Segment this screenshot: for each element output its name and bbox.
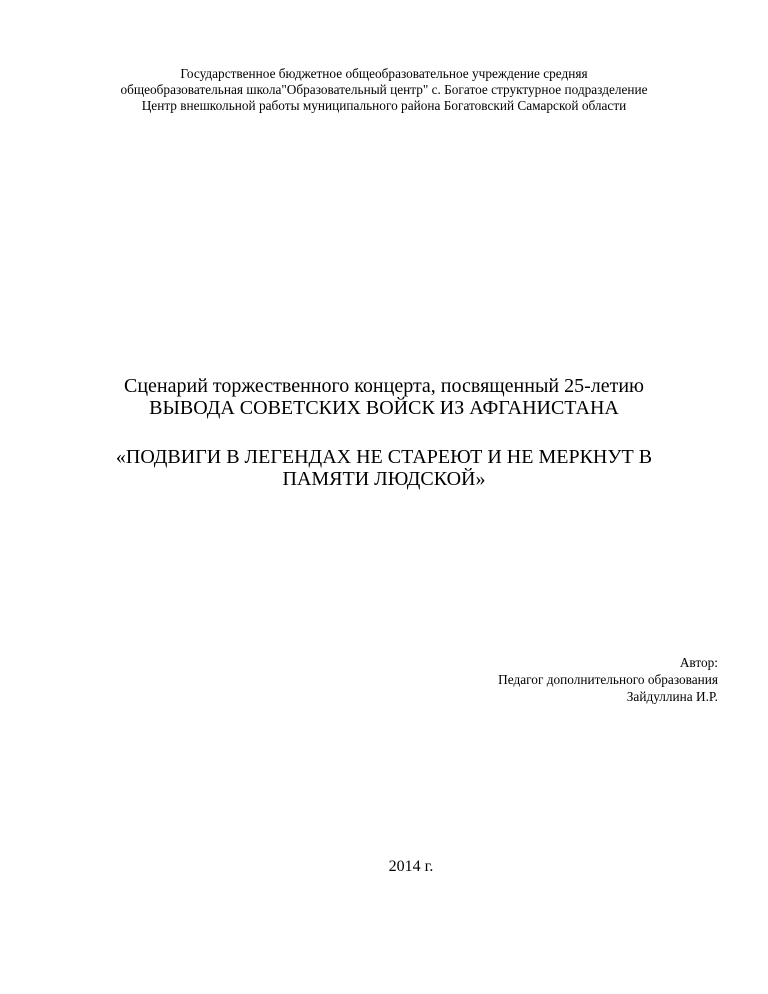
author-block — [498, 654, 718, 705]
title-line-2: ВЫВОДА СОВЕТСКИХ ВОЙСК ИЗ АФГАНИСТАНА — [149, 397, 619, 419]
document-year: 2014 г. — [388, 858, 434, 875]
document-title — [0, 375, 768, 419]
subtitle-line-1: «ПОДВИГИ В ЛЕГЕНДАХ НЕ СТАРЕЮТ И НЕ МЕРКНУТ В — [115, 446, 653, 468]
header-line-2: общеобразовательная школа"Образовательный центр" с. Богатое структурное подразделение — [120, 82, 648, 97]
author-name: Зайдуллина И.Р. — [626, 689, 718, 704]
author-position: Педагог дополнительного образования — [498, 672, 718, 687]
title-line-1: Сценарий торжественного концерта, посвященный 25-летию — [123, 375, 644, 397]
author-label: Автор: — [679, 655, 718, 670]
header-line-3: Центр внешкольной работы муниципального района Богатовский Самарской области — [141, 98, 627, 113]
header-line-1: Государственное бюджетное общеобразовательное учреждение средняя — [180, 66, 588, 81]
subtitle-line-2: ПАМЯТИ ЛЮДСКОЙ» — [282, 468, 486, 490]
institution-header — [0, 66, 768, 114]
document-subtitle — [0, 446, 768, 490]
